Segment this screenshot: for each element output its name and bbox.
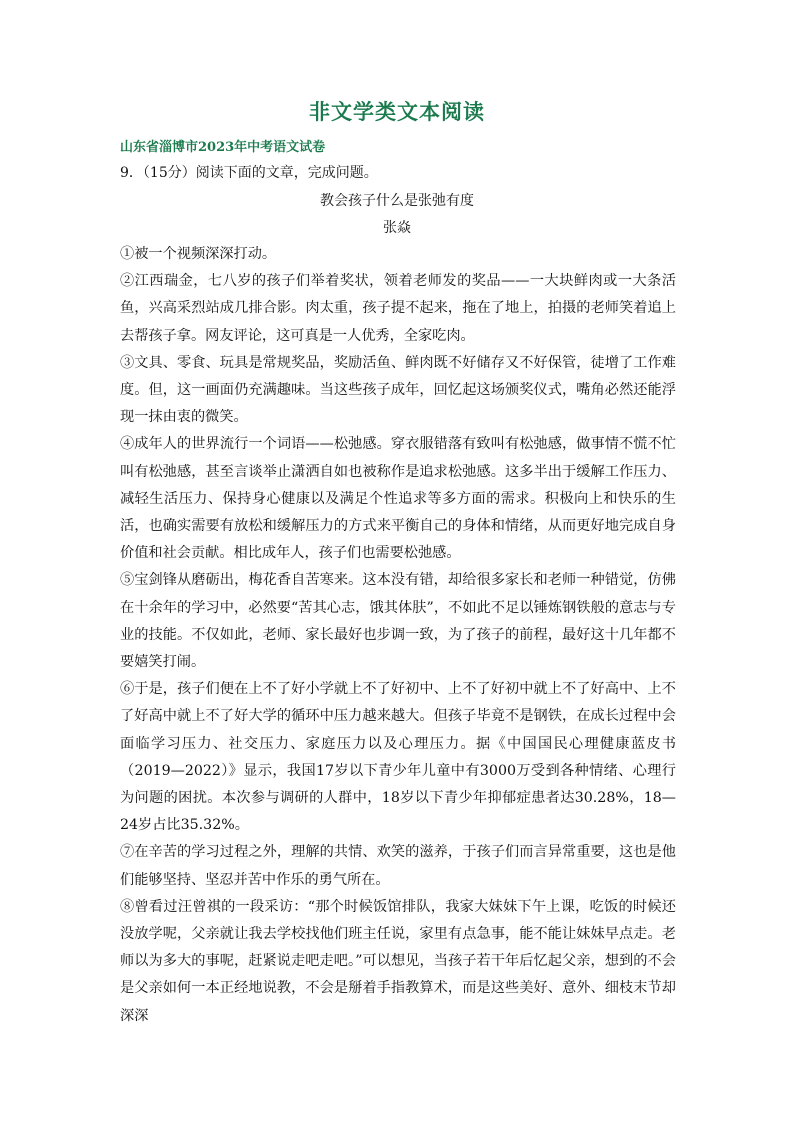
section-title: 非文学类文本阅读	[309, 99, 485, 124]
paragraph-2: ②江西瑞金，七八岁的孩子们举着奖状，领着老师发的奖品——一大块鲜肉或一大条活鱼，兴高采烈站成几排合影。肉太重，孩子提不起来，拖在了地上，拍摄的老师笑着追上去帮孩子拿。网友评论，这可真是一人优秀，全家吃肉。	[120, 273, 676, 344]
question-prompt: 9．（15分）阅读下面的文章，完成问题。	[120, 165, 378, 181]
paragraph-6: ⑥于是，孩子们便在上不了好小学就上不了好初中、上不了好初中就上不了好高中、上不了好高中就上不了好大学的循环中压力越来越大。但孩子毕竟不是钢铁，在成长过程中会面临学习压力、社交压力、家庭压力以及心理压力。据《中国国民心理健康蓝皮书（2019—2022）》显示，我国17岁以下青少年儿童中有3000万受到各种情绪、心理行为问题的困扰。本次参与调研的人群中，18岁以下青少年抑郁症患者达30.28%，18—24岁占比35.32%。	[120, 681, 676, 834]
paragraph-1: ①被一个视频深深打动。	[120, 246, 277, 262]
paragraph-3: ③文具、零食、玩具是常规奖品，奖励活鱼、鲜肉既不好储存又不好保管，徒增了工作难度。但，这一画面仍充满趣味。当这些孩子成年，回忆起这场颁奖仪式，嘴角必然还能浮现一抹由衷的微笑。	[120, 354, 676, 426]
paragraph-8: ⑧曾看过汪曾祺的一段采访：“那个时候饭馆排队，我家大妹妹下午上课，吃饭的时候还没放学呢，父亲就让我去学校找他们班主任说，家里有点急事，能不能让妹妹早点走。老师以为多大的事呢，赶紧说走吧走吧。”可以想见，当孩子若干年后忆起父亲，想到的不会是父亲如何一本正经地说教，不会是掰着手指教算术，而是这些美好、意外、细枝末节却深深	[120, 898, 676, 1024]
article-title: 教会孩子什么是张弛有度	[320, 193, 474, 209]
article-body	[120, 241, 676, 1030]
paragraph-4: ④成年人的世界流行一个词语——松弛感。穿衣服错落有致叫有松弛感，做事情不慌不忙叫有松弛感，甚至言谈举止潇洒自如也被称作是追求松弛感。这多半出于缓解工作压力、减轻生活压力、保持身心健康以及满足个性追求等多方面的需求。积极向上和快乐的生活，也确实需要有放松和缓解压力的方式来平衡自己的身体和情绪，从而更好地完成自身价值和社会贡献。相比成年人，孩子们也需要松弛感。	[120, 436, 676, 562]
article-author: 张焱	[383, 220, 411, 236]
paragraph-7: ⑦在辛苦的学习过程之外，理解的共情、欢笑的滋养，于孩子们而言异常重要，这也是他们能够坚持、坚忍并苦中作乐的勇气所在。	[120, 844, 676, 888]
exam-source: 山东省淄博市2023年中考语文试卷	[120, 140, 326, 155]
paragraph-5: ⑤宝剑锋从磨砺出，梅花香自苦寒来。这本没有错，却给很多家长和老师一种错觉，仿佛在十余年的学习中，必然要“苦其心志，饿其体肤”，不如此不足以锤炼钢铁般的意志与专业的技能。不仅如此，老师、家长最好也步调一致，为了孩子的前程，最好这十几年都不要嬉笑打闹。	[120, 572, 676, 671]
